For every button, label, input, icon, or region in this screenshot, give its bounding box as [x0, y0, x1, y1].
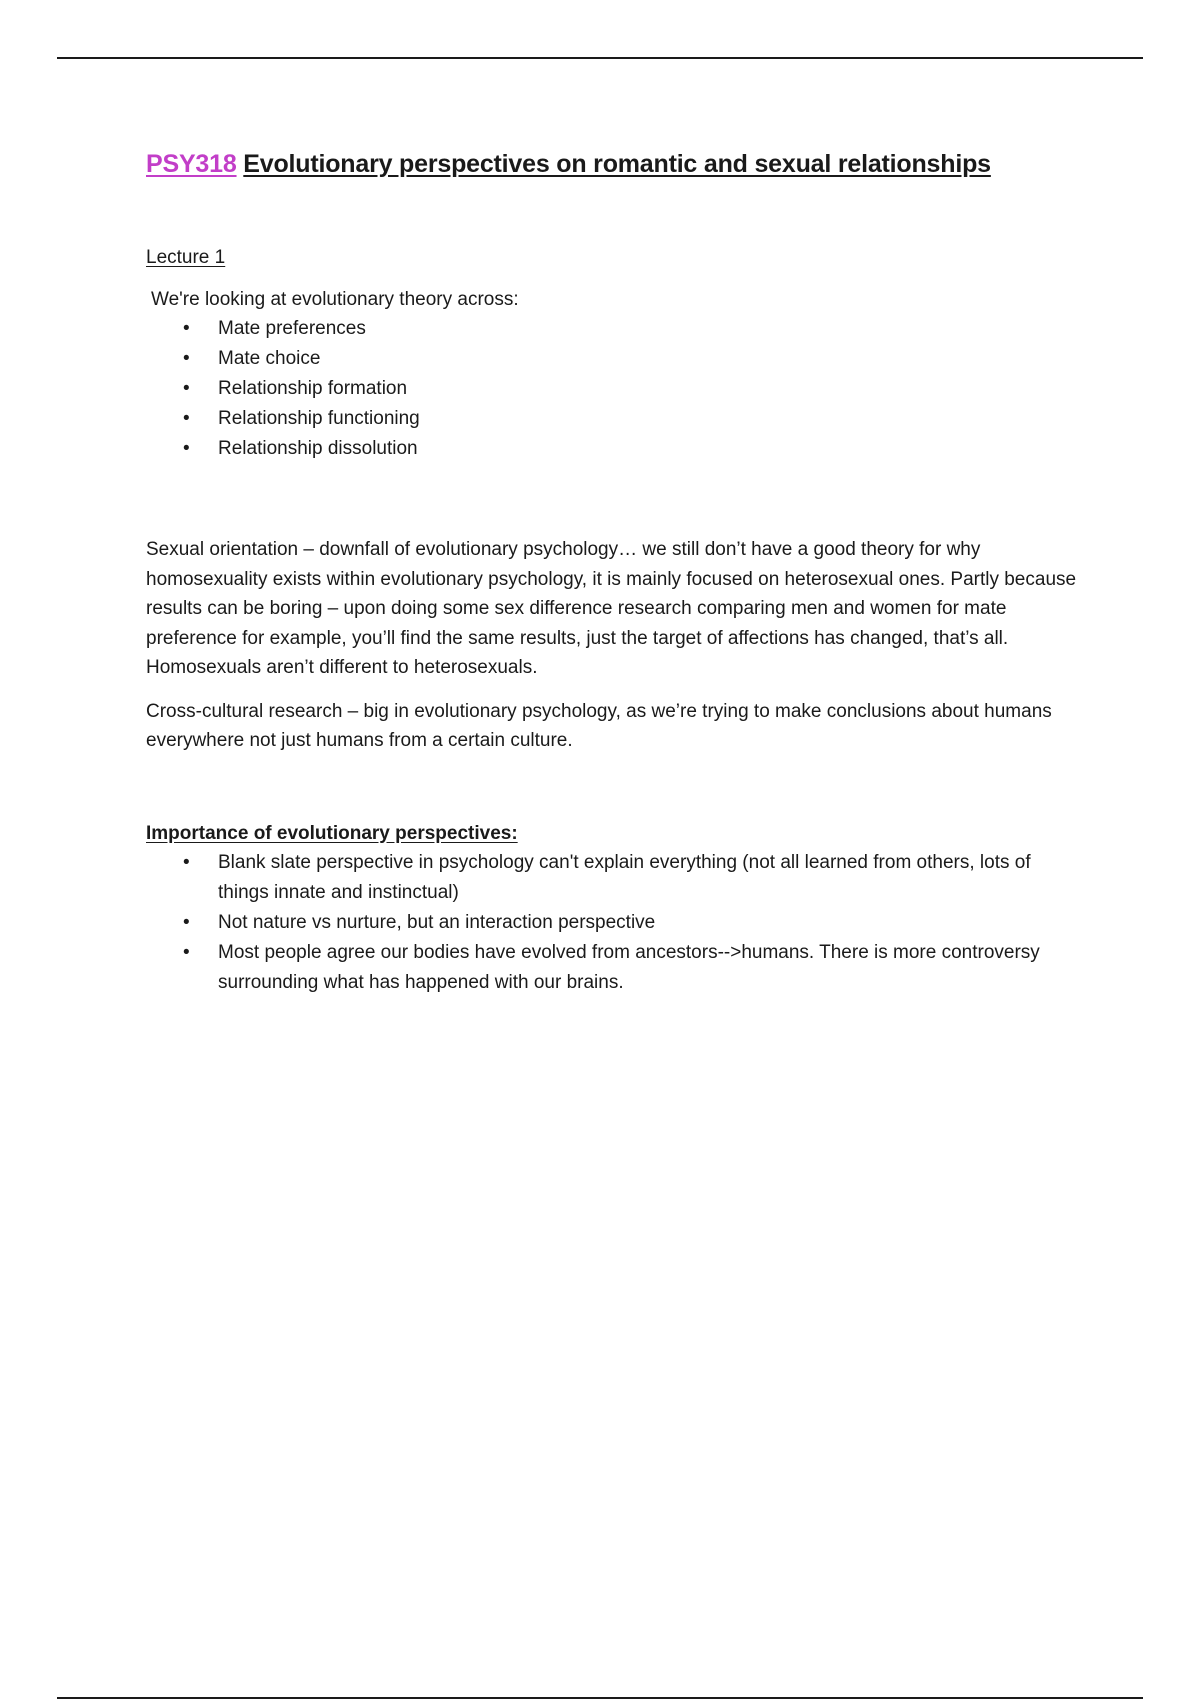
cross-cultural-paragraph: Cross-cultural research – big in evolutionary psychology, as we’re trying to make conclusions about humans everywhere not just humans from a certain culture.: [146, 700, 1052, 751]
list-item-text: Relationship functioning: [218, 408, 420, 429]
list-item: [146, 404, 1086, 434]
list-item: [146, 848, 1086, 908]
bullet-icon: •: [183, 408, 190, 429]
list-item: [146, 344, 1086, 374]
lecture-label: Lecture 1: [146, 247, 226, 268]
bullet-icon: •: [183, 438, 190, 459]
list-item: [146, 434, 1086, 464]
list-item: [146, 938, 1086, 998]
list-item: [146, 314, 1086, 344]
list-item-text: Mate preferences: [218, 318, 366, 339]
bullet-icon: •: [183, 318, 190, 339]
list-item-text: Blank slate perspective in psychology can't explain everything (not all learned from others, lots of things innate and instinctual): [218, 851, 1031, 903]
course-code: PSY318: [146, 150, 237, 178]
bullet-icon: •: [183, 378, 190, 399]
bullet-icon: •: [183, 941, 190, 963]
list-item-text: Mate choice: [218, 348, 321, 369]
top-rule: [57, 57, 1143, 59]
list-item-text: Relationship formation: [218, 378, 408, 399]
document-body: [146, 146, 1086, 998]
importance-list: [146, 848, 1086, 998]
sexual-orientation-paragraph: Sexual orientation – downfall of evolutionary psychology… we still don’t have a good theory for why homosexuality exists within evolutionary psychology, it is mainly focused on heterosexual ones. Partly because results can be boring – upon doing some sex difference research comparing men and women for mate preference for example, you’ll find the same results, just the target of affections has changed, that’s all. Homosexuals aren’t different to heterosexuals.: [146, 539, 1077, 678]
list-item-text: Relationship dissolution: [218, 438, 418, 459]
bottom-rule: [57, 1697, 1143, 1699]
page-title: [146, 146, 1086, 182]
intro-text: We're looking at evolutionary theory across:: [151, 289, 519, 310]
list-item: [146, 374, 1086, 404]
list-item-text: Not nature vs nurture, but an interaction perspective: [218, 911, 656, 933]
topics-list: [146, 314, 1086, 464]
importance-heading: Importance of evolutionary perspectives:: [146, 822, 518, 844]
title-text: Evolutionary perspectives on romantic and sexual relationships: [243, 150, 991, 178]
bullet-icon: •: [183, 851, 190, 873]
list-item-text: Most people agree our bodies have evolved from ancestors-->humans. There is more controversy surrounding what has happened with our brains.: [218, 941, 1040, 993]
bullet-icon: •: [183, 348, 190, 369]
bullet-icon: •: [183, 911, 190, 933]
list-item: [146, 908, 1086, 938]
